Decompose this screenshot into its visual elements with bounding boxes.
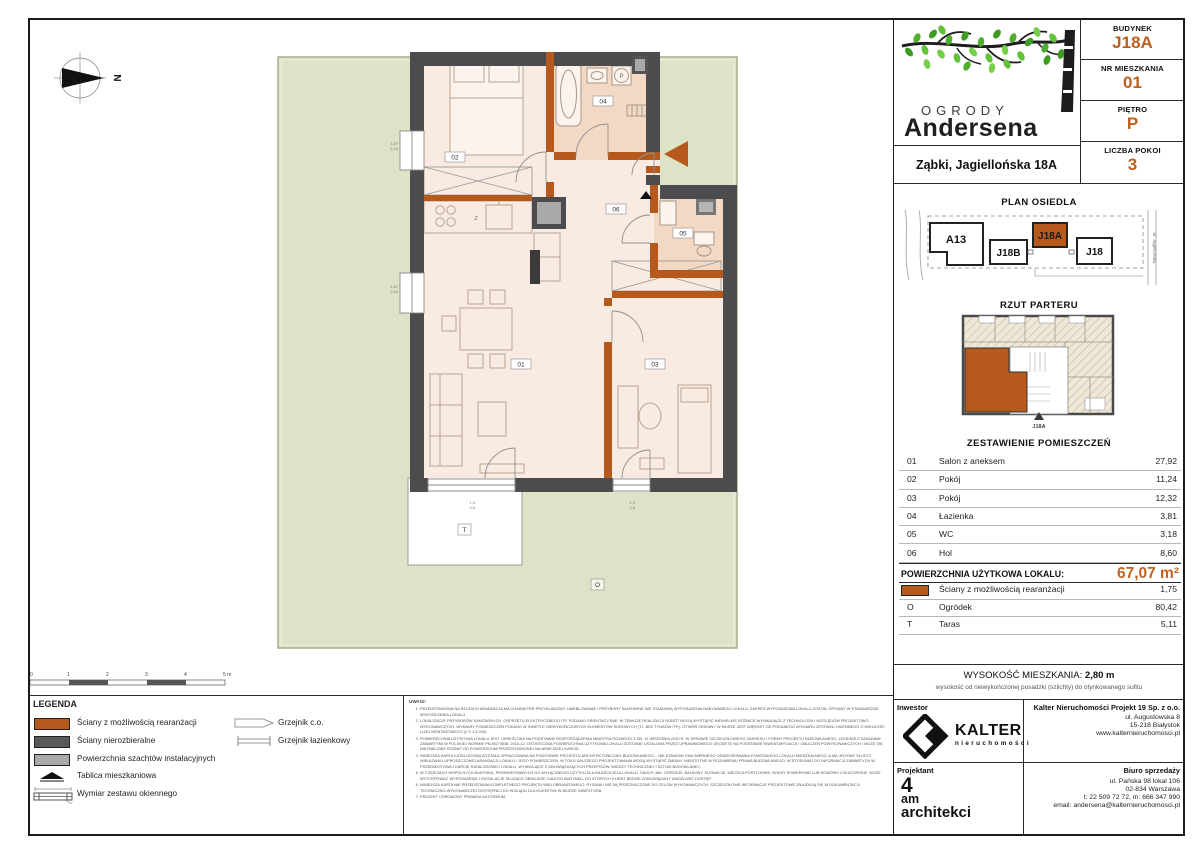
window-dimension-icon <box>32 786 74 804</box>
site-plan-title: PLAN OSIEDLA <box>1001 197 1077 208</box>
note-item: 5. W CZĘŚCIACH WSPÓLNYCH BUDYNKU, PRZEWIDYWANYCH DO WYŁĄCZNEGO UŻYTKU DLA WŁAŚCICIELA LOKALU, TAKICH JAK: OGRÓDKI, BALKONY, ELEWACJE, MIEJSCA POSTOJOWE, BOKSY ROWEROWE LUB KOMÓRKI LOKATORSKIE, MOŻE WYSTĘPOWAĆ WYPOSAŻENIE I INSTALACJE SŁUŻĄCE OBSŁUDZE CAŁEGO BUDYNKU, DO KTÓRYCH KLIENT BĘDZIE ZOBOWIĄZANY UMOŻLIWIĆ DOSTĘP. <box>420 770 885 781</box>
logo-line2: Andersena <box>904 114 1038 142</box>
table-row-garden: O Ogródek 80,42 <box>899 599 1181 618</box>
total-area-row <box>899 563 1181 583</box>
company-addr1: ul. Augustowska 8 <box>1125 714 1180 721</box>
apartment-floor-plan <box>28 18 893 695</box>
office-phone: t: 22 509 72 72, m: 666 347 990 <box>1083 794 1180 801</box>
radiator-co-icon <box>233 717 275 729</box>
rooms-table <box>899 452 1181 562</box>
ground-plan-title: RZUT PARTERU <box>1000 300 1078 311</box>
svg-text:4: 4 <box>184 672 187 678</box>
contacts-top-divider <box>893 699 1185 700</box>
investor-brand-sub: nieruchomości <box>955 740 1031 747</box>
field-value: 3 <box>1127 155 1138 174</box>
field-label: LICZBA POKOI <box>1104 146 1161 155</box>
legend-notes-divider <box>403 695 404 834</box>
rooms-table-title: ZESTAWIENIE POMIESZCZEŃ <box>966 438 1112 449</box>
svg-text:1,87: 1,87 <box>390 141 398 146</box>
total-area-value: 67,07 m² <box>1116 565 1179 582</box>
table-row: 02 Pokój 11,24 <box>899 470 1181 489</box>
designer-line2: am <box>901 792 920 806</box>
kalter-logo-icon <box>903 714 951 759</box>
contacts-row-divider <box>893 762 1185 763</box>
designer-line1: 4 <box>901 774 913 797</box>
room-label-02: 02 <box>451 154 459 162</box>
office-addr1: ul. Pańska 98 lokal 106 <box>1109 778 1180 785</box>
field-nr-mieszkania <box>1080 64 1185 93</box>
designer-label: Projektant <box>897 766 934 775</box>
address-divider <box>893 145 1080 146</box>
note-item: 7. PROJEKT CHRONIONY PRAWEM AUTORSKIM. <box>420 794 885 799</box>
apartment-height-note: wysokość od niewykończonej posadzki (szlichty) do otynkowanego sufitu <box>935 684 1143 691</box>
header-bottom-divider <box>893 183 1185 184</box>
field-label: NR MIESZKANIA <box>1101 64 1164 73</box>
table-row-terrace: T Taras 5,11 <box>899 616 1181 635</box>
field-budynek <box>1080 24 1185 53</box>
garden-label: O <box>594 582 601 589</box>
room-label-03: 03 <box>651 361 659 369</box>
building-j18a-label: J18A <box>1038 231 1062 242</box>
company-addr2: 15-218 Białystok <box>1129 722 1180 729</box>
note-item: 4. NINIEJSZA KARTA KATALOGOWA ZOSTAŁA OPRACOWANA NA PODSTAWIE PROJEKTU ARCHITEKTONICZNO-BUDOWLANEGO – NIE STANOWI ONA WIERNEGO ODWZOROWANIA POWSTAŁEGO LOKALU MIESZKALNEGO, A MA JEDYNIE SŁUŻYĆ WSKAZANIU UPROSZCZONEJ ARANŻACJI LOKALU I JEGO POMIESZCZEŃ. W TOKU DALSZEGO PROJEKTOWANIA MOGĄ WYSTĄPIĆ ZMIANY, NIEISTOTNE W ROZUMIENIU PRAWA BUDOWLANEGO, W STOSUNKU DO INFORMACJI ZAWARTYCH W PRZEDMIOTOWEJ KARCIE KATALOGOWEJ LOKALU, WYNIKAJĄCE Z OBOWIĄZUJĄCYCH PRZEPISÓW, WIEDZY TECHNICZNEJ I SZTUKI BUDOWLANEJ. <box>420 753 885 769</box>
table-row: 06 Hol 8,60 <box>899 544 1181 563</box>
logo-line1: OGRODY <box>921 103 1009 118</box>
field-pietro <box>1080 105 1185 134</box>
room-label-05: 05 <box>679 230 687 238</box>
legend-item-label: Powierzchnia szachtów instalacyjnych <box>77 754 216 763</box>
compass-north-label: N <box>111 74 122 82</box>
table-row: 05 WC 3,18 <box>899 525 1181 544</box>
kitchen-sink-label: Z <box>474 216 478 222</box>
washer-label: P <box>619 74 624 80</box>
legend-swatch-darkgray <box>34 736 70 748</box>
field-label: BUDYNEK <box>1113 24 1152 33</box>
svg-text:2,5: 2,5 <box>469 505 475 510</box>
designer-line3: architekci <box>901 804 972 821</box>
apartment-height: WYSOKOŚĆ MIESZKANIA: 2,80 m <box>963 670 1115 681</box>
notes-title: UWAGI: <box>409 699 427 704</box>
tablica-icon <box>34 770 70 784</box>
unit-marker-label: J18A <box>1032 424 1046 430</box>
legend-item-label: Grzejnik c.o. <box>278 718 324 727</box>
legend-divider <box>28 695 893 696</box>
walls-swatch <box>901 585 929 596</box>
building-j18b-label: J18B <box>996 248 1021 259</box>
investor-label: Inwestor <box>897 703 928 712</box>
contacts-col-divider <box>1023 699 1024 834</box>
field-value: 01 <box>1123 73 1142 92</box>
height-divider <box>893 664 1185 665</box>
site-plan-map <box>895 210 1185 295</box>
legend-swatch-lightgray <box>34 754 70 766</box>
note-item: 3. POWIERZCHNIA UŻYTKOWA LOKALU JEST OKREŚLONA NA PODSTAWIE ROZPORZĄDZENIA MINISTRA ROZWOJU Z DN. 11 WRZEŚNIA 2020 R. W SPRAWIE SZCZEGÓŁOWEGO ZAKRESU I FORMY PROJEKTU BUDOWLANEGO, ZGODNIE Z ZASADAMI ZAWARTYMI W POLSKIEJ NORMIE PN-ISO 9836: 2015-12. OSTATECZNA POWIERZCHNIA UŻYTKOWA LOKALU ZOSTANIE USTALONA PRZEZ UPRAWNIONEGO GEODETĘ NA PODSTAWIE INWENTARYZACJI I OBLICZEŃ POWYKONAWCZYCH I MOŻE SIĘ NIEZNACZNIE RÓŻNIĆ OD POWIERZCHNI PRZEDSTAWIONEJ NA NINIEJSZEJ KARCIE. <box>420 736 885 752</box>
svg-text:1,87: 1,87 <box>390 284 398 289</box>
svg-text:0: 0 <box>30 672 33 678</box>
field-value: J18A <box>1112 33 1153 52</box>
field-value: P <box>1126 114 1139 133</box>
scale-bar <box>30 670 245 692</box>
building-j18-label: J18 <box>1086 247 1103 258</box>
field-label: PIĘTRO <box>1117 105 1148 114</box>
street-label: ul. Jagiellońska <box>1152 232 1157 264</box>
legend-item-label: Grzejnik łazienkowy <box>278 736 351 745</box>
svg-text:3: 3 <box>145 672 148 678</box>
svg-text:2,5: 2,5 <box>629 505 635 510</box>
table-row: 04 Łazienka 3,81 <box>899 507 1181 526</box>
note-item: 1. PRZEDSTAWIONA NA RZUTACH ARANŻACJA MA CHARAKTER PRZYKŁADOWY. UMEBLOWANIE I PRZYBORY SANITARNE NIE STANOWIĄ WYPOSAŻENIA NABYWANEGO LOKALU. ZAKRES WYPOSAŻENIA LOKALU ZOSTAŁ OPISANY W STANDARDZIE WYKOŃCZENIA LOKALU. <box>420 706 885 717</box>
legend-item-label: Wymiar zestawu okiennego <box>77 789 178 798</box>
investor-brand: KALTER <box>955 722 1022 739</box>
terrace-label: T <box>462 527 467 534</box>
office-email: email: andersena@kalternieruchomosci.pl <box>1053 802 1180 809</box>
tree-logo-icon <box>897 24 1077 112</box>
radiator-bathroom-icon <box>233 735 275 747</box>
svg-text:1: 1 <box>67 672 70 678</box>
legend-item-label: Ściany nierozbieralne <box>77 736 156 745</box>
svg-text:2,34: 2,34 <box>390 289 398 294</box>
note-item: 6. NINIEJSZA KARTA NIE PRZEDSTAWIA KOMPLETNEGO PROJEKTU WIELOBRANŻOWEGO. RYSUNKI NIE SĄ PRZEZNACZONE DO CELÓW WYKONAWCZYCH. SZCZEGÓŁOWE INFORMACJE PROJEKTOWE ZNAJDUJĄ SIĘ W DOKUMENTACJI TECHNICZNO-WYKONAWCZEJ DOSTĘPNEJ DO WGLĄDU DLA KLIENTÓW W BIURZE INWESTORA. <box>420 782 885 793</box>
table-row-walls: Ściany z możliwością rearanżacji 1,75 <box>899 581 1181 600</box>
table-row: 01 Salon z aneksem 27,92 <box>899 452 1181 471</box>
legend-swatch-orange <box>34 718 70 730</box>
svg-text:2: 2 <box>106 672 109 678</box>
company-web: www.kalternieruchomosci.pl <box>1096 730 1180 737</box>
room-label-01: 01 <box>517 361 525 369</box>
building-a13-label: A13 <box>945 234 967 246</box>
sales-office-label: Biuro sprzedaży <box>1123 766 1180 775</box>
svg-text:1,5: 1,5 <box>629 500 635 505</box>
notes-block <box>409 699 885 801</box>
room-label-04: 04 <box>599 98 607 106</box>
legend-item-label: Ściany z możliwością rearanżacji <box>77 718 197 727</box>
ground-plan-map <box>935 312 1165 437</box>
note-item: 2. LOKALIZACJE PRZYBORÓW SANITARNYCH, OSPRZĘTU ELEKTRYCZNEGO ITP. PODANO ORIENTACYJNIE. W TRAKCIE REALIZACJI ROBÓT MOGĄ WYSTĄPIĆ NIEWIELKIE RÓŻNICE WYNIKAJĄCE Z TECHNOLOGII I WZGLĘDÓW PROJEKTOWO-WYKONAWCZYCH. WYMIARY POMIESZCZEŃ PODANO W ŚWIETLE NIEWYKOŃCZONYCH ELEMENTÓW SUROWYCH (TJ. BEZ TYNKÓW ITP.). OTWÓR OKIENNY W MURZE JEST WIĘKSZY OD PODANEGO WYMIARU ZESTAWU OKIENNEGO O WIELKOŚĆ LUZU MONTAŻOWEGO (2 X 1,5 CM). <box>420 718 885 734</box>
legend-item-label: Tablica mieszkaniowa <box>77 771 157 780</box>
svg-text:2,34: 2,34 <box>390 146 398 151</box>
north-compass-icon <box>54 52 122 104</box>
room-label-06: 06 <box>612 206 620 214</box>
total-area-label: POWIERZCHNIA UŻYTKOWA LOKALU: <box>901 569 1065 579</box>
sidebar-divider <box>893 18 894 834</box>
svg-text:5 m: 5 m <box>223 672 232 678</box>
designer-logo <box>901 774 972 821</box>
project-address: Ząbki, Jagiellońska 18A <box>915 158 1058 172</box>
table-row: 03 Pokój 12,32 <box>899 489 1181 508</box>
legend-title: LEGENDA <box>33 699 78 709</box>
bed-room02 <box>450 60 523 155</box>
field-liczba-pokoi <box>1080 146 1185 175</box>
office-addr2: 02-834 Warszawa <box>1125 786 1180 793</box>
svg-text:1,5: 1,5 <box>469 500 475 505</box>
company-name: Kalter Nieruchomości Projekt 19 Sp. z o.o. <box>1033 703 1180 712</box>
